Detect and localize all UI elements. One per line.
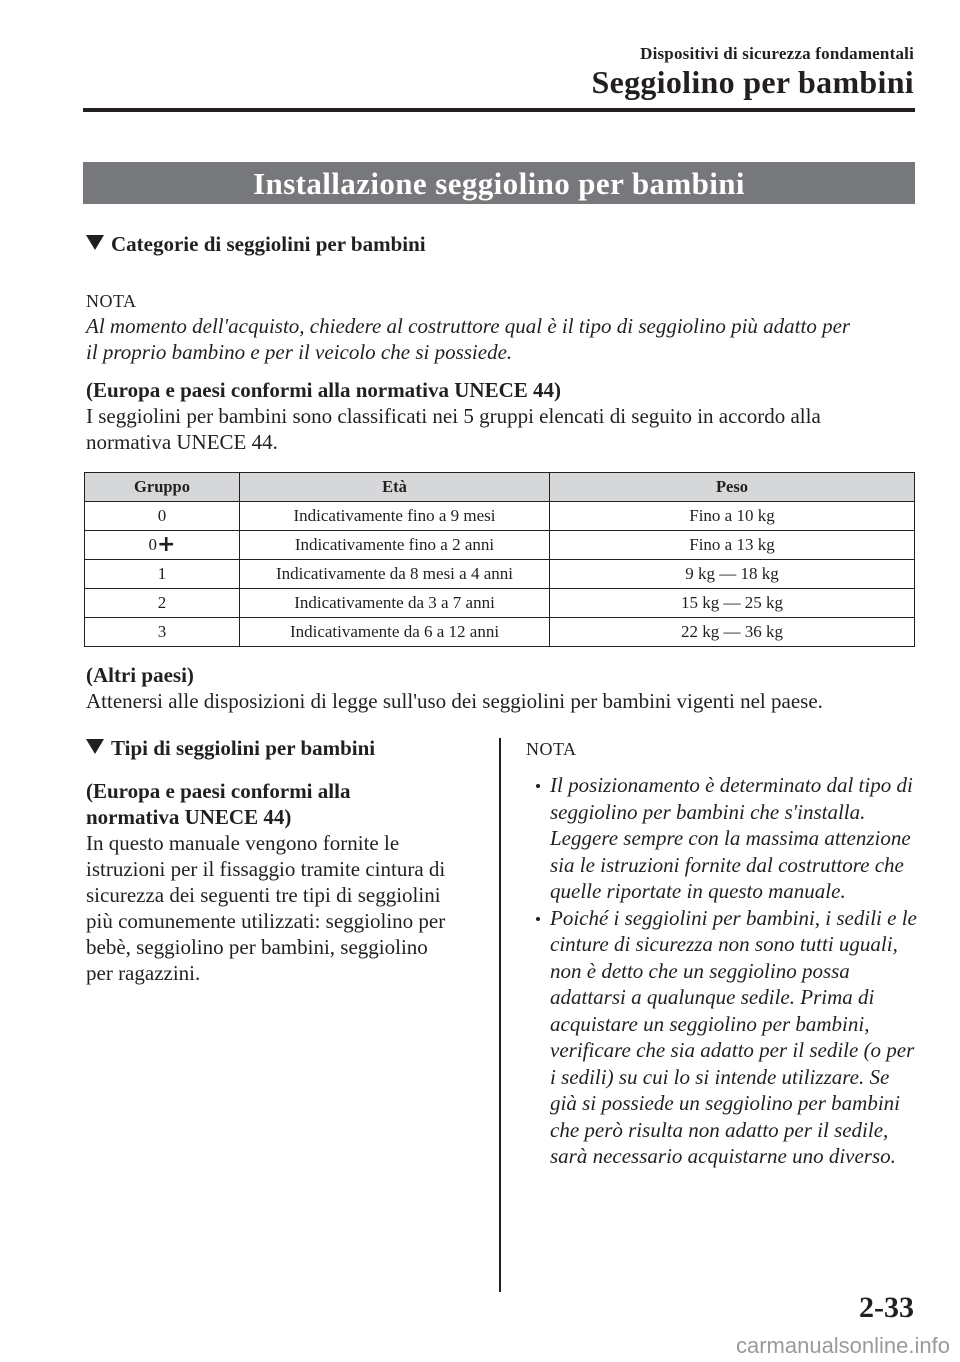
types-body-line: In questo manuale vengono fornite le [86, 831, 400, 855]
types-body-line: più comunemente utilizzati: seggiolino per [86, 909, 446, 933]
table-row [85, 531, 915, 560]
table-cell: 0 [85, 502, 240, 531]
table-header-row [85, 473, 915, 502]
table-cell: 1 [85, 560, 240, 589]
table-cell: Indicativamente da 6 a 12 anni [240, 618, 550, 647]
table-cell: 15 kg ― 25 kg [550, 589, 915, 618]
table-header-cell: Età [240, 473, 550, 502]
running-header-title: Seggiolino per bambini [591, 64, 914, 100]
column-divider [499, 738, 501, 1292]
table-header-cell: Peso [550, 473, 915, 502]
types-body-line: per ragazzini. [86, 961, 201, 985]
table-cell: Indicativamente da 3 a 7 anni [240, 589, 550, 618]
categories-heading [86, 232, 426, 257]
table-cell [85, 531, 240, 560]
table-cell: Indicativamente fino a 9 mesi [240, 502, 550, 531]
table-cell: Indicativamente da 8 mesi a 4 anni [240, 560, 550, 589]
running-header-section: Dispositivi di sicurezza fondamentali [640, 44, 914, 63]
page-number: 2-33 [859, 1291, 914, 1324]
nota-bullet-item: Poiché i seggiolini per bambini, i sedili e le cinture di sicurezza non sono tutti uguali, non è detto che un seggiolino possa adattarsi a qualunque sedile. Prima di acquistare un seggiolino per bambini, verificare che sia adatto per il sedile (o per i sedili) su cui lo si intende utilizzare. Se già si possiede un seggiolino per bambini che però risulta non adatto per il sedile, sarà necessario acquistarne uno diverso. [536, 905, 920, 1170]
table-row [85, 560, 915, 589]
types-heading [86, 736, 375, 761]
table-cell: Fino a 13 kg [550, 531, 915, 560]
categories-heading-text: Categorie di seggiolini per bambini [111, 232, 426, 256]
europe-heading: (Europa e paesi conformi alla normativa UNECE 44) [86, 378, 562, 402]
types-europe-heading-line: normativa UNECE 44) [86, 805, 292, 829]
nota-label: NOTA [86, 291, 137, 311]
table-cell: 2 [85, 589, 240, 618]
nota-text-line: Al momento dell'acquisto, chiedere al costruttore qual è il tipo di seggiolino più adatto per [86, 314, 851, 338]
other-countries-text: Attenersi alle disposizioni di legge sull'uso dei seggiolini per bambini vigenti nel paese. [86, 689, 823, 713]
types-europe-heading-line: (Europa e paesi conformi alla [86, 779, 351, 803]
types-body-line: sicurezza dei seguenti tre tipi di seggiolini [86, 883, 441, 907]
table-row [85, 502, 915, 531]
plus-icon: + [157, 532, 176, 557]
header-rule [83, 108, 915, 112]
watermark: carmanualsonline.info [735, 1333, 950, 1358]
types-nota-label: NOTA [526, 739, 577, 759]
table-cell: 9 kg ― 18 kg [550, 560, 915, 589]
other-countries-heading: (Altri paesi) [86, 663, 194, 687]
table-row [85, 589, 915, 618]
table-cell: 22 kg ― 36 kg [550, 618, 915, 647]
nota-bullet-list [536, 772, 920, 1170]
table-cell: 3 [85, 618, 240, 647]
triangle-marker-icon [86, 739, 104, 754]
nota-text-line: il proprio bambino e per il veicolo che si possiede. [86, 340, 513, 364]
europe-text-line: normativa UNECE 44. [86, 430, 278, 454]
table-header-cell: Gruppo [85, 473, 240, 502]
table-cell: Indicativamente fino a 2 anni [240, 531, 550, 560]
nota-bullet-item: Il posizionamento è determinato dal tipo di seggiolino per bambini che s'installa. Leggere sempre con la massima attenzione sia le istruzioni fornite dal costruttore che quelle riportate in questo manuale. [536, 772, 920, 905]
europe-text-line: I seggiolini per bambini sono classificati nei 5 gruppi elencati di seguito in accordo alla [86, 404, 821, 428]
types-body-line: istruzioni per il fissaggio tramite cintura di [86, 857, 446, 881]
table-cell: Fino a 10 kg [550, 502, 915, 531]
section-banner: Installazione seggiolino per bambini [83, 162, 915, 204]
groups-table [84, 472, 915, 647]
triangle-marker-icon [86, 235, 104, 250]
table-row [85, 618, 915, 647]
types-heading-text: Tipi di seggiolini per bambini [111, 736, 376, 760]
types-body-line: bebè, seggiolino per bambini, seggiolino [86, 935, 428, 959]
group-zero-label: 0 [148, 535, 158, 554]
